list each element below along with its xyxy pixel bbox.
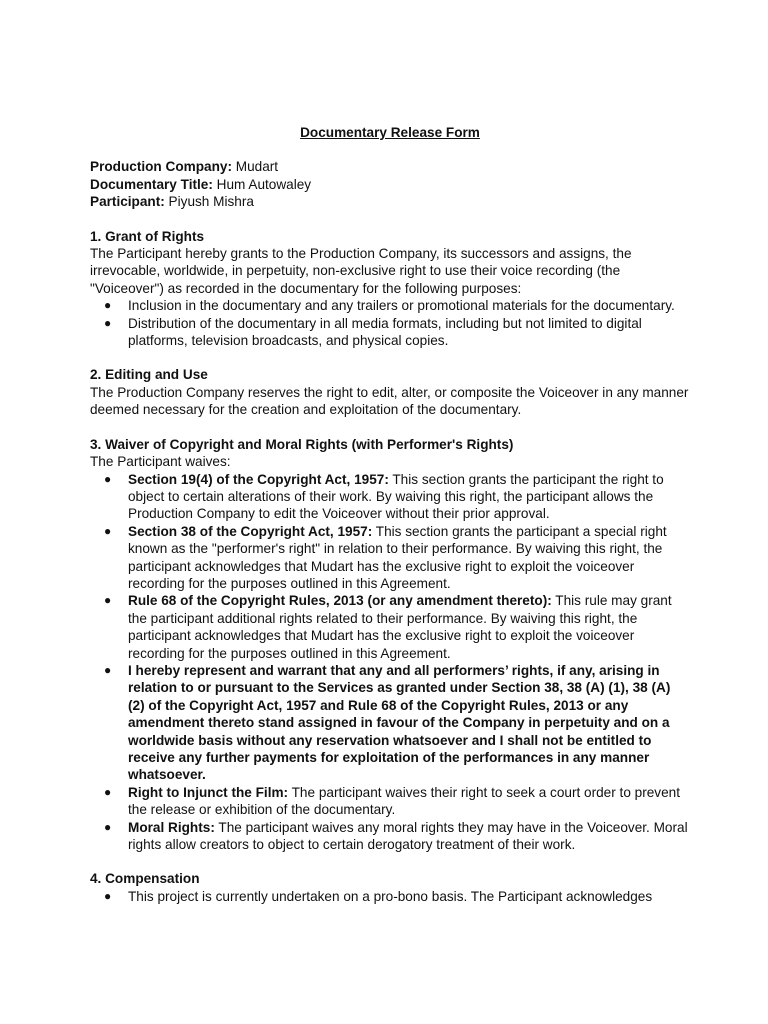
section-waiver (90, 436, 690, 854)
bullet-icon: ● (104, 593, 112, 608)
bullet-list (90, 888, 690, 905)
document-meta (90, 158, 690, 210)
list-item (90, 662, 690, 784)
participant-value: Piyush Mishra (164, 194, 254, 210)
bullet-icon: ● (104, 662, 112, 677)
section-body: The Production Company reserves the right to edit, alter, or composite the Voiceover in any manner deemed necessary for the creation and exploitation of the documentary. (90, 384, 689, 418)
bullet-icon: ● (104, 523, 112, 538)
page-title: Documentary Release Form (300, 125, 480, 140)
production-company-label: Production Company: (90, 159, 232, 175)
documentary-title-line (90, 176, 690, 193)
list-item (90, 315, 690, 350)
section-heading: 4. Compensation (90, 871, 200, 887)
list-item-bold: Right to Injunct the Film: (128, 784, 289, 800)
bullet-list (90, 471, 690, 854)
section-grant-of-rights (90, 228, 690, 350)
list-item-bold: Rule 68 of the Copyright Rules, 2013 (or any amendment thereto): (128, 593, 552, 609)
list-item-text: This section grants the participant the right to object to certain alterations of their work. By waiving this right, the participant allows the Production Company to edit the Voiceover without their prior approval. (128, 471, 664, 522)
list-item-text: This project is currently undertaken on a pro-bono basis. The Participant acknowledges (128, 888, 653, 904)
bullet-icon: ● (104, 819, 112, 834)
section-compensation (90, 870, 690, 905)
bullet-icon: ● (104, 315, 112, 330)
list-item-bold: Section 38 of the Copyright Act, 1957: (128, 523, 373, 539)
participant-line (90, 193, 690, 210)
bullet-icon: ● (104, 888, 112, 903)
list-item-text: The participant waives any moral rights they may have in the Voiceover. Moral rights allow creators to object to certain derogatory treatment of their work. (128, 819, 688, 853)
bullet-icon: ● (104, 471, 112, 486)
list-item (90, 784, 690, 819)
section-body: The Participant waives: (90, 454, 231, 470)
documentary-title-label: Documentary Title: (90, 176, 213, 192)
list-item-text: This rule may grant the participant additional rights related to their performance. By waiving this right, the participant acknowledges that Mudart has the exclusive right to exploit the voiceover recording for the purposes outlined in this Agreement. (128, 593, 672, 661)
section-heading: 3. Waiver of Copyright and Moral Rights (with Performer's Rights) (90, 436, 514, 452)
list-item-bold: I hereby represent and warrant that any and all performers’ rights, if any, arising in relation to or pursuant to the Services as granted under Section 38, 38 (A) (1), 38 (A) (2) of the Copyright Act, 1957 and Rule 68 of the Copyright Rules, 2013 or any amendment thereto stand assigned in favour of the Company in perpetuity and on a worldwide basis without any reservation whatsoever and I shall not be entitled to receive any further payments for exploitation of the performances in any manner whatsoever. (128, 662, 671, 783)
list-item-bold: Moral Rights: (128, 819, 215, 835)
list-item-text: Inclusion in the documentary and any trailers or promotional materials for the documentary. (128, 298, 675, 314)
list-item-text: The participant waives their right to seek a court order to prevent the release or exhibition of the documentary. (128, 784, 680, 818)
production-company-value: Mudart (231, 159, 279, 175)
list-item (90, 888, 690, 905)
bullet-list (90, 297, 690, 349)
section-heading: 2. Editing and Use (90, 367, 208, 383)
document-content (90, 124, 690, 905)
bullet-icon: ● (104, 298, 112, 313)
section-heading: 1. Grant of Rights (90, 228, 205, 244)
list-item-text: This section grants the participant a special right known as the "performer's right" in relation to their performance. By waiving this right, the participant acknowledges that Mudart has the exclusive right to exploit the voiceover recording for the purposes outlined in this Agreement. (128, 523, 667, 591)
section-body: The Participant hereby grants to the Production Company, its successors and assigns, the irrevocable, worldwide, in perpetuity, non-exclusive right to use their voice recording (the "Voiceover") as recorded in the documentary for the following purposes: (90, 246, 632, 296)
bullet-icon: ● (104, 784, 112, 799)
section-editing-and-use (90, 366, 690, 418)
list-item-bold: Section 19(4) of the Copyright Act, 1957: (128, 471, 389, 487)
participant-label: Participant: (90, 194, 165, 210)
documentary-title-value: Hum Autowaley (212, 176, 312, 192)
list-item-text: Distribution of the documentary in all media formats, including but not limited to digital platforms, television broadcasts, and physical copies. (128, 315, 642, 349)
list-item (90, 819, 690, 854)
list-item (90, 523, 690, 593)
list-item (90, 592, 690, 662)
list-item (90, 471, 690, 523)
list-item (90, 297, 690, 314)
production-company-line (90, 158, 690, 175)
